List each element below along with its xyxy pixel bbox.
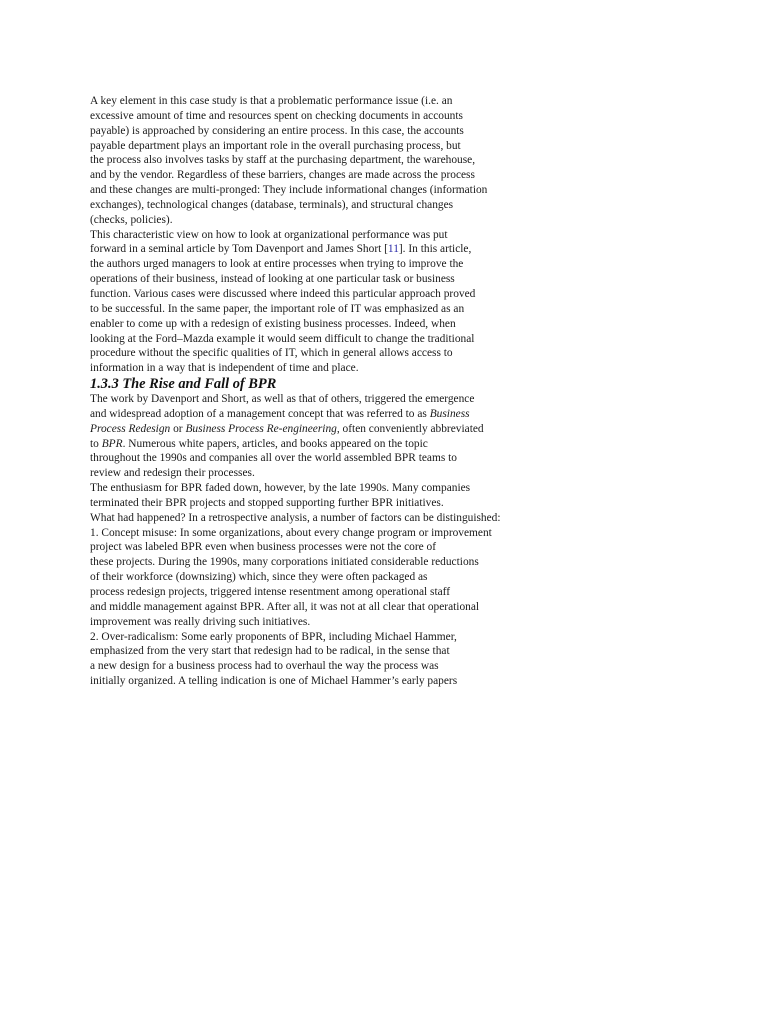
text-line: The enthusiasm for BPR faded down, however, by the late 1990s. Many companies — [90, 482, 471, 495]
text-line: exchanges), technological changes (database, terminals), and structural changes — [90, 198, 454, 211]
text-line: terminated their BPR projects and stopped supporting further BPR initiatives. — [90, 496, 444, 509]
paragraph-bpr-adoption — [90, 392, 560, 481]
text-line: payable department plays an important role in the overall purchasing process, but — [90, 139, 461, 152]
text-line: and by the vendor. Regardless of these barriers, changes are made across the process — [90, 169, 475, 182]
text-line: project was labeled BPR even when business processes were not the core of — [90, 541, 437, 554]
text-line: these projects. During the 1990s, many corporations initiated considerable reductions — [90, 556, 479, 569]
document-page — [90, 94, 560, 689]
text-line: excessive amount of time and resources spent on checking documents in accounts — [90, 109, 463, 122]
paragraph-bpr-decline — [90, 481, 560, 526]
text-line: of their workforce (downsizing) which, since they were often packaged as — [90, 571, 428, 584]
text-line: function. Various cases were discussed where indeed this particular approach proved — [90, 287, 476, 300]
text-line: a new design for a business process had to overhaul the way the process was — [90, 660, 439, 673]
text-line: operations of their business, instead of looking at one particular task or business — [90, 273, 455, 286]
text-line: information in a way that is independent of time and place. — [90, 362, 359, 375]
text-line: This characteristic view on how to look at organizational performance was put — [90, 228, 448, 241]
text-line: What had happened? In a retrospective analysis, a number of factors can be distinguished: — [90, 511, 501, 524]
text-segment: , often conveniently abbreviated — [336, 422, 484, 435]
list-item-concept-misuse — [90, 526, 560, 630]
text-line: and these changes are multi-pronged: They include informational changes (information — [90, 184, 488, 197]
text-line-with-citation — [90, 242, 560, 257]
emphasis-term: Business — [429, 407, 470, 420]
text-line: A key element in this case study is that a problematic performance issue (i.e. an — [90, 95, 453, 107]
text-line: the process also involves tasks by staff at the purchasing department, the warehouse, — [90, 154, 476, 167]
emphasis-term: Business Process Re-engineering — [185, 422, 337, 435]
emphasis-term: Process Redesign — [90, 422, 171, 435]
paragraph-ford-case — [90, 94, 560, 228]
text-line: 2. Over-radicalism: Some early proponents of BPR, including Michael Hammer, — [90, 630, 457, 643]
text-line: payable) is approached by considering an entire process. In this case, the accounts — [90, 124, 464, 137]
text-line: throughout the 1990s and companies all over the world assembled BPR teams to — [90, 452, 457, 465]
text-line: review and redesign their processes. — [90, 467, 255, 480]
text-line: the authors urged managers to look at entire processes when trying to improve the — [90, 258, 464, 271]
text-line: to be successful. In the same paper, the important role of IT was emphasized as an — [90, 302, 465, 315]
text-segment: and widespread adoption of a management concept that was referred to as — [90, 407, 430, 420]
text-line: enabler to come up with a redesign of existing business processes. Indeed, when — [90, 317, 456, 330]
text-segment: . Numerous white papers, articles, and books appeared on the topic — [122, 437, 428, 450]
text-line: improvement was really driving such initiatives. — [90, 615, 311, 628]
text-line: looking at the Ford–Mazda example it would seem difficult to change the traditional — [90, 332, 475, 345]
paragraph-davenport-short — [90, 228, 560, 376]
text-line: initially organized. A telling indication is one of Michael Hammer’s early papers — [90, 675, 458, 688]
text-line: The work by Davenport and Short, as well as that of others, triggered the emergence — [90, 393, 475, 406]
text-segment: ]. In this article, — [398, 243, 472, 256]
text-line — [90, 407, 560, 422]
text-segment: forward in a seminal article by Tom Davenport and James Short [ — [90, 243, 388, 256]
text-line: and middle management against BPR. After all, it was not at all clear that operational — [90, 600, 480, 613]
text-line: procedure without the specific qualities of IT, which in general allows access to — [90, 347, 453, 360]
text-line: process redesign projects, triggered intense resentment among operational staff — [90, 586, 451, 598]
text-segment: or — [170, 422, 186, 435]
text-line: 1. Concept misuse: In some organizations, about every change program or improvement — [90, 526, 492, 539]
text-line: emphasized from the very start that redesign had to be radical, in the sense that — [90, 645, 450, 658]
section-heading: 1.3.3 The Rise and Fall of BPR — [90, 376, 277, 393]
text-line — [90, 422, 560, 437]
text-line: (checks, policies). — [90, 213, 173, 226]
emphasis-term: BPR — [101, 437, 123, 450]
citation-link[interactable]: 11 — [387, 243, 399, 256]
text-line — [90, 437, 560, 452]
text-segment: to — [90, 437, 102, 450]
list-item-over-radicalism — [90, 630, 560, 689]
